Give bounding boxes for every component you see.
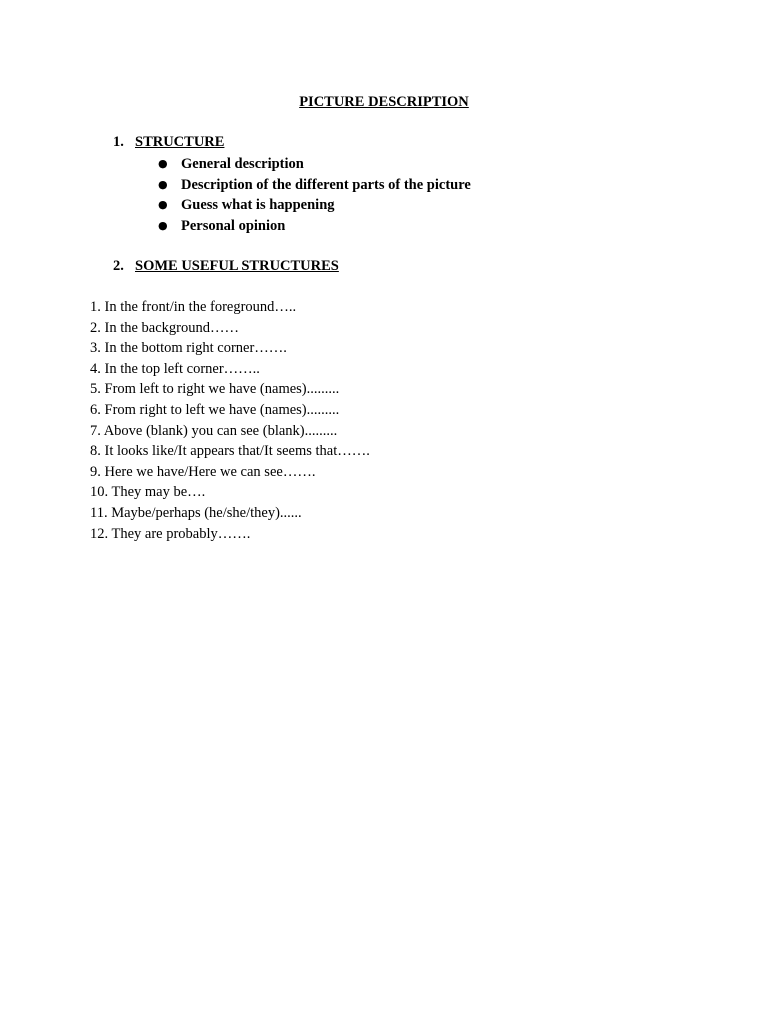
- list-item: 9. Here we have/Here we can see…….: [90, 463, 316, 480]
- list-item: 8. It looks like/It appears that/It seems that…….: [90, 443, 370, 460]
- useful-phrases-list: [90, 299, 370, 546]
- document-title: PICTURE DESCRIPTION: [299, 94, 469, 110]
- bullet-text: Description of the different parts of the picture: [181, 176, 471, 193]
- bullet-icon: ●: [158, 177, 168, 191]
- bullet-text: General description: [181, 156, 304, 172]
- list-item: 4. In the top left corner……..: [90, 360, 260, 377]
- bullet-text: Personal opinion: [181, 217, 286, 234]
- list-item: 6. From right to left we have (names).........: [90, 401, 340, 418]
- section-number: 2.: [113, 258, 124, 274]
- structure-bullet-list: [158, 155, 471, 237]
- list-item: 2. In the background……: [90, 319, 239, 336]
- list-item: 12. They are probably…….: [90, 525, 251, 542]
- list-item: 11. Maybe/perhaps (he/she/they)......: [90, 504, 302, 521]
- section-title: SOME USEFUL STRUCTURES: [135, 258, 339, 274]
- bullet-icon: ●: [158, 157, 168, 170]
- list-item: [158, 217, 471, 238]
- section-title: STRUCTURE: [135, 134, 225, 150]
- list-item: [158, 176, 471, 197]
- section-number: 1.: [113, 134, 124, 150]
- list-item: 1. In the front/in the foreground…..: [90, 299, 297, 315]
- list-item: [158, 155, 471, 176]
- list-item: 10. They may be….: [90, 484, 206, 501]
- list-item: 3. In the bottom right corner…….: [90, 340, 287, 357]
- list-item: 7. Above (blank) you can see (blank).........: [90, 422, 338, 439]
- section-heading-useful-structures: [113, 258, 339, 275]
- list-item: 5. From left to right we have (names).........: [90, 381, 340, 398]
- list-item: [158, 196, 471, 217]
- bullet-icon: ●: [158, 218, 168, 232]
- bullet-icon: ●: [158, 198, 168, 212]
- bullet-text: Guess what is happening: [181, 197, 335, 214]
- section-heading-structure: [113, 134, 224, 151]
